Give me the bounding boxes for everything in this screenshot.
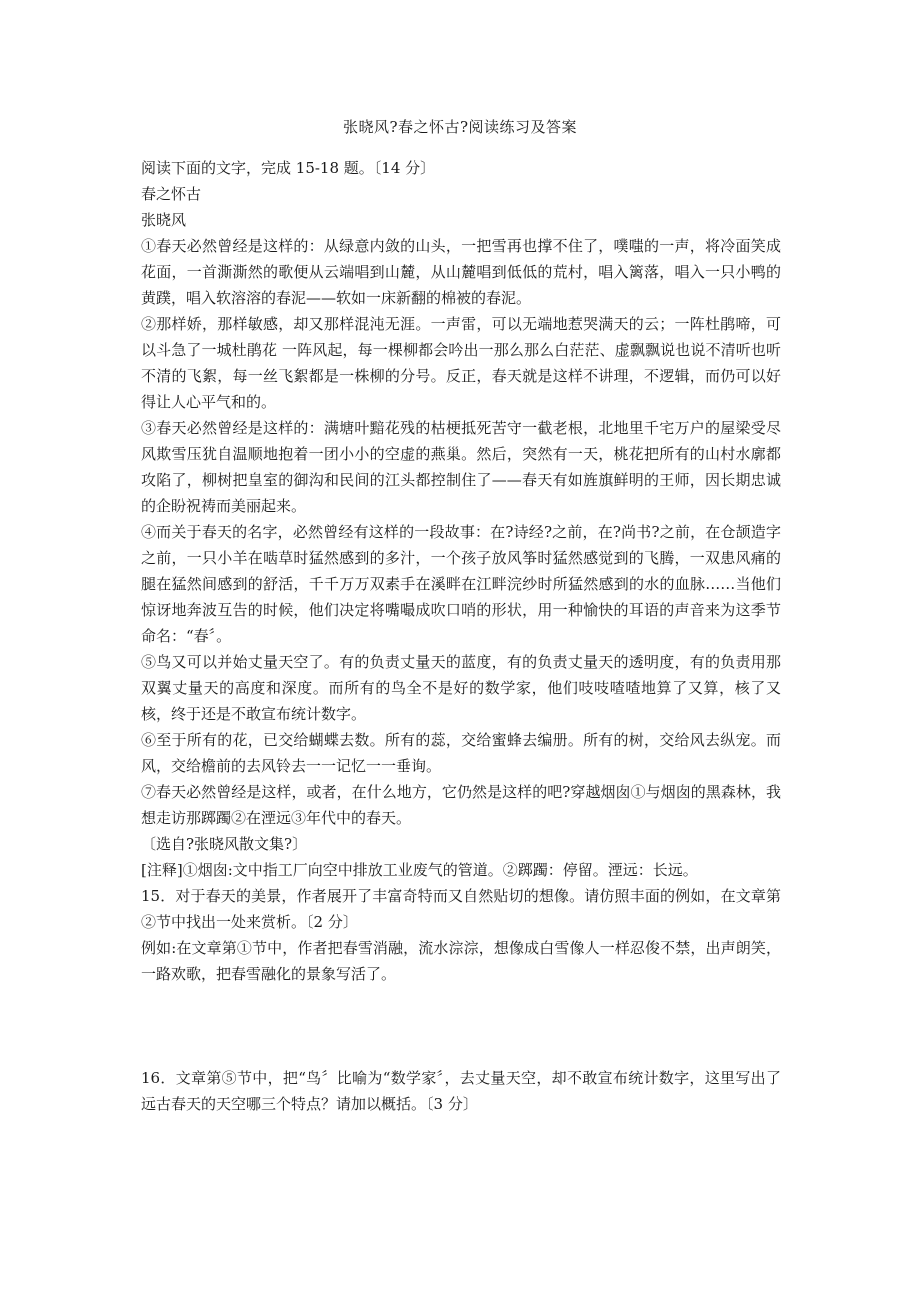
question-15-example: 例如:在文章第①节中，作者把春雪消融，流水淙淙，想像成白雪像人一样忍俊不禁，出声朗笑，一路欢歌，把春雪融化的景象写活了。	[141, 939, 781, 983]
document-body	[141, 155, 781, 1117]
instruction-text: 阅读下面的文字，完成 15-18 题。〔14 分〕	[141, 159, 436, 177]
paragraph-5: ⑤鸟又可以并始丈量天空了。有的负责丈量天的蓝度，有的负责丈量天的透明度，有的负责用那双翼丈量天的高度和深度。而所有的鸟全不是好的数学家，他们吱吱喳喳地算了又算，核了又核，终于还是不敢宣布统计数字。	[141, 653, 781, 723]
source-citation: 〔选自?张晓风散文集?〕	[141, 835, 308, 853]
annotation-note: [注释]①烟囱:文中指工厂向空中排放工业废气的管道。②踯躅：停留。湮远：长远。	[141, 861, 698, 879]
paragraph-6: ⑥至于所有的花，已交给蝴蝶去数。所有的蕊，交给蜜蜂去编册。所有的树，交给风去纵宠。而风，交给檐前的去风铃去一一记忆一一垂询。	[141, 731, 781, 775]
question-15: 15．对于春天的美景，作者展开了丰富奇特而又自然贴切的想像。请仿照丰面的例如，在文章第②节中找出一处来赏析。〔2 分〕	[141, 887, 781, 931]
paragraph-4: ④而关于春天的名字，必然曾经有这样的一段故事：在?诗经?之前，在?尚书?之前，在仓颉造字之前，一只小羊在啮草时猛然感到的多汁，一个孩子放风筝时猛然感觉到的飞腾，一双患风痛的腿在猛然间感到的舒活，千千万万双素手在溪畔在江畔浣纱时所猛然感到的水的血脉……当他们惊讶地奔波互告的时候，他们决定将嘴嘬成吹口哨的形状，用一种愉快的耳语的声音来为这季节命名：“春〞。	[141, 523, 781, 645]
article-title: 春之怀古	[141, 185, 202, 203]
paragraph-7: ⑦春天必然曾经是这样，或者，在什么地方，它仍然是这样的吧?穿越烟囱①与烟囱的黑森林，我想走访那踯躅②在湮远③年代中的春天。	[141, 783, 781, 827]
paragraph-1: ①春天必然曾经是这样的：从绿意内敛的山头，一把雪再也撑不住了，噗嗤的一声，将冷面笑成花面，一首澌澌然的歌便从云端唱到山麓，从山麓唱到低低的荒村，唱入篱落，唱入一只小鸭的黄蹼，唱入软溶溶的春泥——软如一床新翻的棉被的春泥。	[141, 237, 781, 307]
paragraph-2: ②那样娇，那样敏感，却又那样混沌无涯。一声雷，可以无端地惹哭满天的云；一阵杜鹃啼，可以斗急了一城杜鹃花 一阵风起，每一棵柳都会吟出一那么那么白茫茫、虚飘飘说也说不清听也听不清的飞絮，每一丝飞絮都是一株柳的分号。反正，春天就是这样不讲理，不逻辑，而仍可以好得让人心平气和的。	[141, 315, 781, 411]
question-16: 16．文章第⑤节中，把“鸟〞比喻为“数学家〞，去丈量天空，却不敢宣布统计数字，这里写出了远古春天的天空哪三个特点？请加以概括。〔3 分〕	[141, 1069, 781, 1113]
document-title: 张晓风?春之怀古?阅读练习及答案	[342, 118, 578, 136]
answer-space	[141, 987, 781, 1065]
article-author: 张晓风	[141, 211, 187, 229]
paragraph-3: ③春天必然曾经是这样的：满塘叶黯花残的枯梗抵死苦守一截老根，北地里千宅万户的屋梁受尽风欺雪压犹自温顺地抱着一团小小的空虚的燕巢。然后，突然有一天，桃花把所有的山村水廓都攻陷了，柳树把皇室的御沟和民间的江头都控制住了——春天有如旌旗鲜明的王师，因长期忠诚的企盼祝祷而美丽起来。	[141, 419, 781, 515]
